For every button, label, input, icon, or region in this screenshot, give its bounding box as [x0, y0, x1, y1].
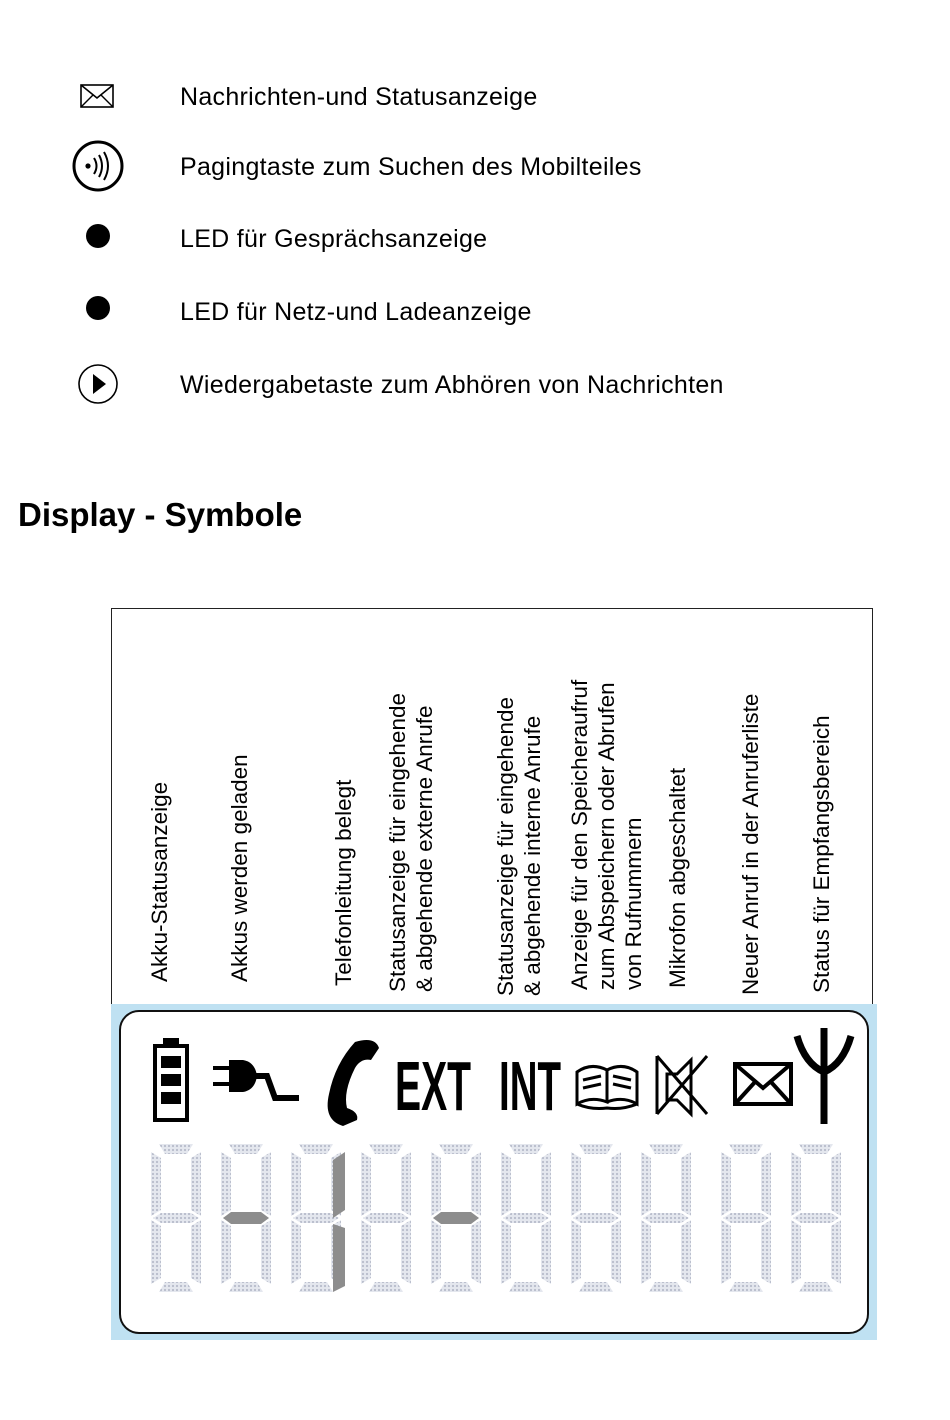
- int-icon: [499, 1047, 561, 1125]
- envelope-icon: [66, 66, 130, 126]
- label-akkus-laden: Akkus werden geladen: [227, 754, 252, 982]
- lcd-digit: [151, 1144, 201, 1292]
- legend-row-led-call: [0, 206, 950, 266]
- legend-text: LED für Gesprächsanzeige: [180, 225, 488, 253]
- svg-text:EXT: EXT: [395, 1047, 471, 1125]
- lcd-digit: [501, 1144, 551, 1292]
- legend-text: Wiedergabetaste zum Abhören von Nachrichten: [180, 371, 724, 399]
- lcd-frame: [111, 1004, 877, 1340]
- label-neuer-anruf: Neuer Anruf in der Anruferliste: [738, 693, 763, 995]
- lcd-segment-minus: [223, 1212, 269, 1224]
- label-speicheraufruf: Anzeige für den Speicheraufruf zum Abspeichern oder Abrufen von Rufnummern: [567, 679, 646, 990]
- label-empfangsbereich: Status für Empfangsbereich: [809, 715, 834, 993]
- led-dot-icon: [66, 206, 130, 266]
- legend-text: Pagingtaste zum Suchen des Mobilteiles: [180, 153, 642, 181]
- lcd-segment-minus: [433, 1212, 479, 1224]
- lcd-segment-one-bottom: [333, 1224, 345, 1292]
- label-mikrofon: Mikrofon abgeschaltet: [665, 767, 690, 988]
- legend-row-led-power: [0, 278, 950, 338]
- section-title: Display - Symbole: [18, 496, 303, 533]
- phonebook-icon: [577, 1066, 637, 1108]
- label-leitung-belegt: Telefonleitung belegt: [331, 779, 356, 986]
- plug-icon: [213, 1060, 299, 1098]
- legend-text: Nachrichten-und Statusanzeige: [180, 83, 538, 111]
- mute-icon: [657, 1056, 707, 1114]
- antenna-icon: [797, 1028, 851, 1124]
- envelope-icon: [735, 1064, 791, 1104]
- svg-text:INT: INT: [499, 1047, 561, 1125]
- led-dot-icon: [66, 278, 130, 338]
- legend-row-messages: [0, 66, 950, 126]
- lcd-screen: [119, 1010, 869, 1334]
- lcd-digit: [791, 1144, 841, 1292]
- display-label-box: [111, 608, 873, 1006]
- lcd-digit: [721, 1144, 771, 1292]
- legend-row-playback: [0, 354, 950, 414]
- label-akku-status: Akku-Statusanzeige: [147, 781, 172, 982]
- legend-text: LED für Netz-und Ladeanzeige: [180, 298, 532, 326]
- label-externe-anrufe: Statusanzeige für eingehende & abgehende externe Anrufe: [385, 693, 437, 992]
- battery-icon: [155, 1038, 187, 1120]
- handset-icon: [328, 1040, 379, 1126]
- label-interne-anrufe: Statusanzeige für eingehende & abgehende interne Anrufe: [493, 697, 545, 996]
- lcd-digit: [641, 1144, 691, 1292]
- lcd-digit: [571, 1144, 621, 1292]
- lcd-digit: [361, 1144, 411, 1292]
- play-icon: [66, 354, 130, 414]
- lcd-segment-one-top: [333, 1152, 345, 1218]
- legend-row-paging: [0, 136, 950, 196]
- ext-icon: [395, 1047, 471, 1125]
- paging-icon: [66, 136, 130, 196]
